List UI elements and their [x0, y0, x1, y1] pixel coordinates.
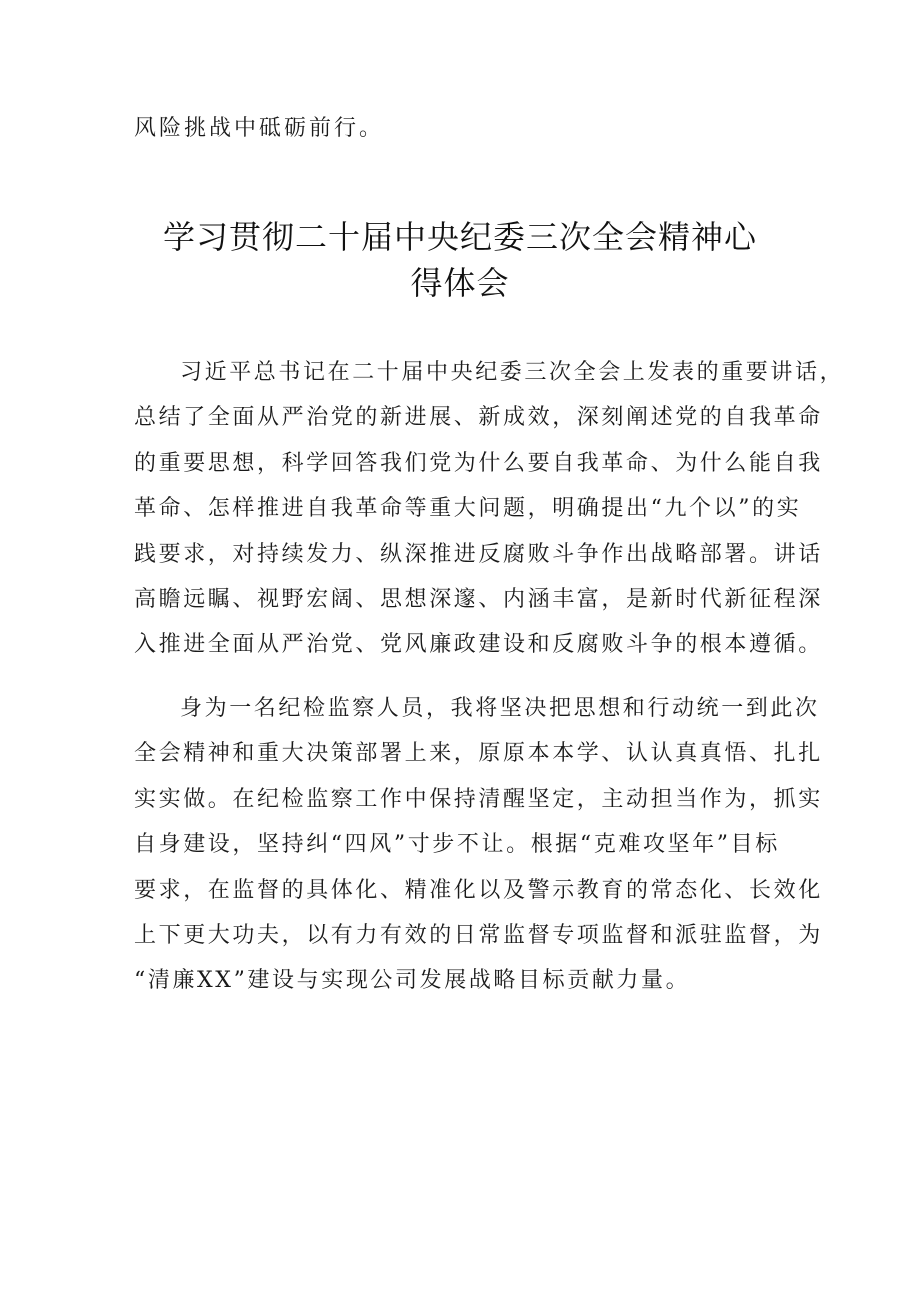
paragraph-line: 实实做。在纪检监察工作中保持清醒坚定，主动担当作为，抓实 [134, 786, 823, 812]
paragraph-line: 自身建设，坚持纠“四风”寸步不让。根据“克难攻坚年”目标 [134, 832, 780, 858]
paragraph-line: “清廉XX”建设与实现公司发展战略目标贡献力量。 [134, 968, 691, 994]
paragraph-line: 身为一名纪检监察人员，我将坚决把思想和行动统一到此次 [180, 696, 820, 721]
paragraph-2 [134, 686, 823, 1004]
carry-over-line: 风险挑战中砥砺前行。 [134, 116, 385, 141]
paragraph-line: 革命、怎样推进自我革命等重大问题，明确提出“九个以”的实 [134, 496, 802, 522]
title-line-2: 得体会 [410, 264, 510, 302]
paragraph-line: 要求，在监督的具体化、精准化以及警示教育的常态化、长效化 [134, 877, 823, 903]
paragraph-line: 的重要思想，科学回答我们党为什么要自我革命、为什么能自我 [134, 450, 823, 476]
paragraph-1 [134, 350, 845, 668]
paragraph-line: 总结了全面从严治党的新进展、新成效，深刻阐述党的自我革命 [134, 405, 823, 431]
paragraph-line: 践要求，对持续发力、纵深推进反腐败斗争作出战略部署。讲话 [134, 541, 823, 567]
paragraph-line: 入推进全面从严治党、党风廉政建设和反腐败斗争的根本遵循。 [134, 632, 823, 658]
paragraph-line: 高瞻远瞩、视野宏阔、思想深邃、内涵丰富，是新时代新征程深 [134, 586, 823, 612]
paragraph-line: 上下更大功夫，以有力有效的日常监督专项监督和派驻监督，为 [134, 922, 823, 948]
title-line-1: 学习贯彻二十届中央纪委三次全会精神心 [162, 218, 757, 256]
paragraph-line: 习近平总书记在二十届中央纪委三次全会上发表的重要讲话， [180, 360, 845, 385]
paragraph-line: 全会精神和重大决策部署上来，原原本本学、认认真真悟、扎扎 [134, 741, 823, 767]
document-title [0, 214, 920, 306]
